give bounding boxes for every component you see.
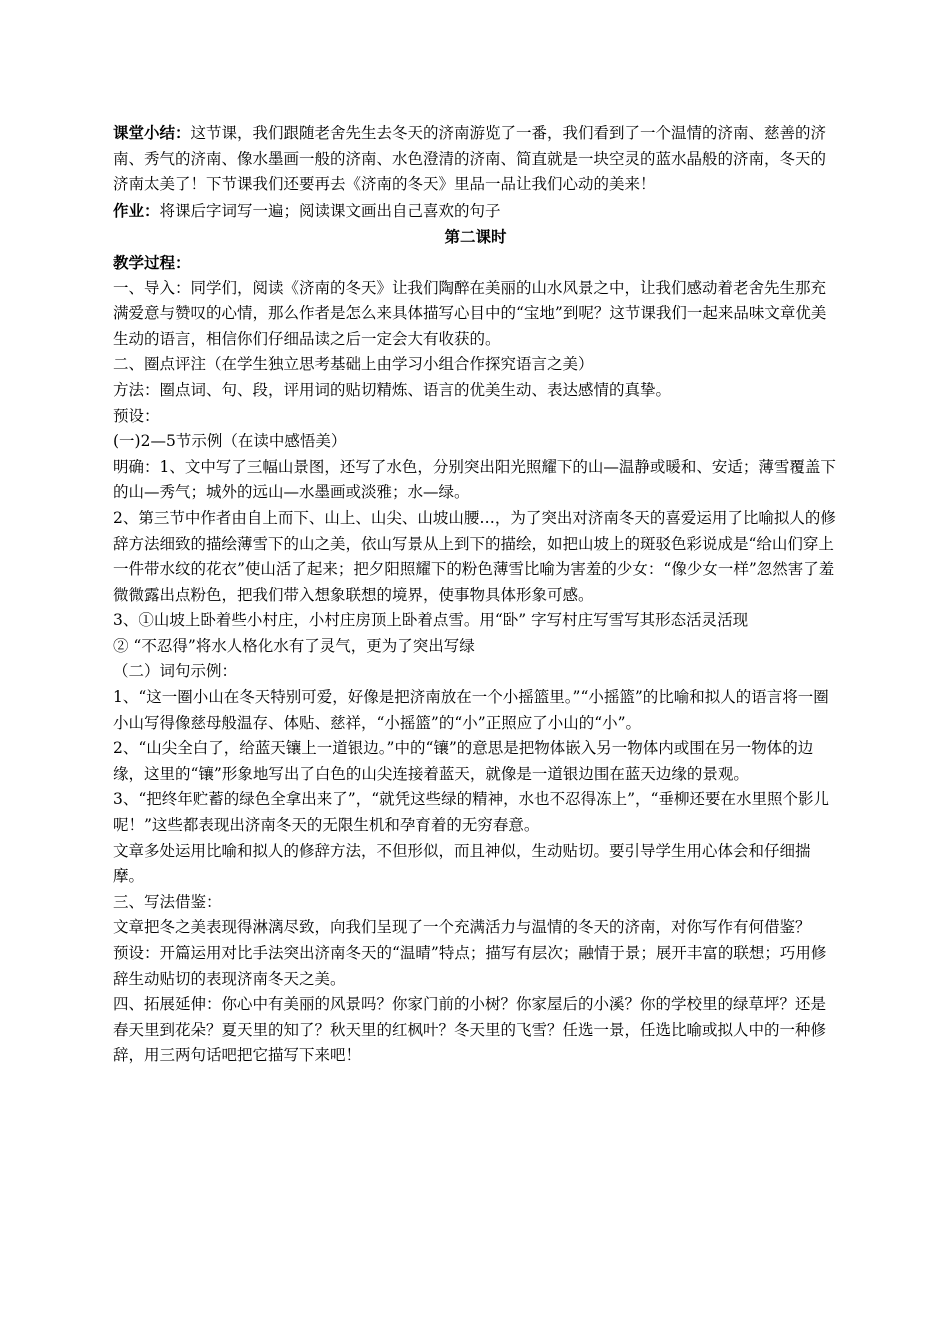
paragraph-point-3: 3、①山坡上卧着些小村庄，小村庄房顶上卧着点雪。用“卧” 字写村庄写雪写其形态活灵活现 [113,611,749,630]
paragraph-writing-question: 文章把冬之美表现得淋漓尽致，向我们呈现了一个充满活力与温情的冬天的济南，对你写作有何借鉴？ [113,918,811,937]
paragraph-word-1: 1、“这一圈小山在冬天特别可爱，好像是把济南放在一个小摇篮里。”“小摇篮”的比喻和拟人的语言将一圈小山写得像慈母般温存、体贴、慈祥，“小摇篮”的“小”正照应了小山的“小”。 [113,688,829,732]
paragraph-clarify: 明确：1、文中写了三幅山景图，还写了水色，分别突出阳光照耀下的山—温静或暖和、安适；薄雪覆盖下的山—秀气；城外的远山—水墨画或淡雅；水—绿。 [113,457,836,502]
paragraph-preset: 预设： [113,406,160,425]
paragraph-method: 方法：圈点词、句、段，评用词的贴切精炼、语言的优美生动、表达感情的真挚。 [113,380,672,399]
lesson2-title: 第二课时 [444,227,507,247]
paragraph-word-3: 3、“把终年贮蓄的绿色全拿出来了”，“就凭这些绿的精神，水也不忍得冻上”，“垂柳还要在水里照个影儿呢！”这些都表现出济南冬天的无限生机和孕育着的无穷春意。 [113,790,829,835]
homework-paragraph [113,198,838,225]
paragraph-section-example: (一)2—5节示例（在读中感悟美） [113,432,347,451]
paragraph-word-2: 2、“山尖全白了，给蓝天镶上一道银边。”中的“镶”的意思是把物体嵌入另一物体内或围在另一物体的边缘，这里的“镶”形象地写出了白色的山尖连接着蓝天，就像是一道银边围在蓝天边缘的景观。 [113,739,814,783]
paragraph-extension: 四、拓展延伸：你心中有美丽的风景吗？你家门前的小树？你家屋后的小溪？你的学校里的绿草坪？还是春天里到花朵？夏天里的知了？秋天里的红枫叶？冬天里的飞雪？任选一景，任选比喻或拟人中的一种修辞，用三两句话吧把它描写下来吧！ [113,995,827,1065]
summary-paragraph [113,120,838,198]
paragraph-point-2: 2、第三节中作者由自上而下、山上、山尖、山坡山腰…，为了突出对济南冬天的喜爱运用了比喻拟人的修辞方法细致的描绘薄雪下的山之美，依山写景从上到下的描绘，如把山坡上的斑驳色彩说成是“给山们穿上一件带水纹的花衣”使山活了起来；把夕阳照耀下的粉色薄雪比喻为害羞的少女：“像少女一样”忽然害了羞微微露出点粉色，把我们带入想象联想的境界，使事物具体形象可感。 [113,508,836,604]
paragraph-point-3b: ② “不忍得”将水人格化水有了灵气，更为了突出写绿 [113,636,475,655]
paragraph-annotate: 二、圈点评注（在学生独立思考基础上由学习小组合作探究语言之美） [113,355,594,374]
summary-text: 这节课，我们跟随老舍先生去冬天的济南游览了一番，我们看到了一个温情的济南、慈善的济南、秀气的济南、像水墨画一般的济南、水色澄清的济南、简直就是一块空灵的蓝水晶般的济南，冬天的济南太美了！下节课我们还要再去《济南的冬天》里品一品让我们心动的美来！ [113,124,827,194]
paragraph-writing-heading: 三、写法借鉴： [113,892,222,911]
homework-text: 将课后字词写一遍；阅读课文画出自己喜欢的句子 [159,201,501,220]
document-page [113,120,838,1069]
paragraph-word-example: （二）词句示例： [113,662,238,681]
process-label: 教学过程： [113,252,191,272]
paragraph-writing-preset: 预设：开篇运用对比手法突出济南冬天的“温晴”特点；描写有层次；融情于景；展开丰富的联想；巧用修辞生动贴切的表现济南冬天之美。 [113,944,827,988]
paragraph-rhetoric: 文章多处运用比喻和拟人的修辞方法，不但形似，而且神似，生动贴切。要引导学生用心体会和仔细揣摩。 [113,841,811,886]
homework-label: 作业： [113,200,160,220]
paragraph-intro: 一、导入：同学们，阅读《济南的冬天》让我们陶醉在美丽的山水风景之中，让我们感动着老舍先生那充满爱意与赞叹的心情，那么作者是怎么来具体描写心目中的“宝地”到呢？这节课我们一起来品味文章优美生动的语言，相信你们仔细品读之后一定会大有收获的。 [113,278,827,348]
summary-label: 课堂小结： [113,123,191,142]
